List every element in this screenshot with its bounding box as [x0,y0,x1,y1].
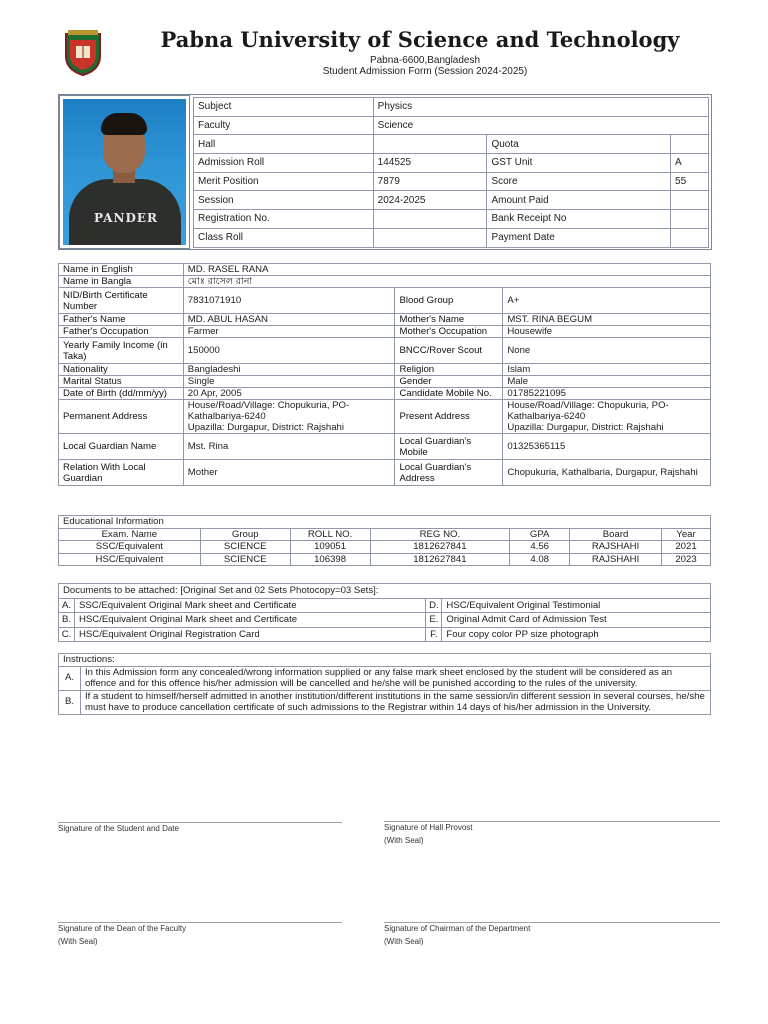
instruction-text: In this Admission form any concealed/wrong information supplied or any false mark sheet enclosed by the student will be considered as an offence and for this offence his/her admission will be cancelled and he/she will be punished according to the rules of the university. [80,666,710,690]
faculty-value: Science [373,116,708,135]
mother-occupation-label: Mother's Occupation [395,326,503,338]
documents-title: Documents to be attached: [Original Set and 02 Sets Photocopy=03 Sets]: [59,584,711,599]
merit-value: 7879 [373,172,487,191]
permanent-address-label: Permanent Address [59,400,184,434]
amount-value [671,191,709,210]
permanent-address-value [183,400,395,434]
instructions-table [58,653,711,715]
personal-info-table [58,263,711,486]
blood-label: Blood Group [395,288,503,314]
admission-roll-label: Admission Roll [194,154,374,173]
column-header: Group [200,528,290,541]
income-value: 150000 [183,338,395,364]
summary-table [193,97,709,248]
table-cell: 1812627841 [370,541,510,554]
present-address-value [503,400,711,434]
table-cell: SCIENCE [200,553,290,566]
instruction-key: A. [59,666,81,690]
table-cell: 2023 [662,553,711,566]
hall-value [373,135,487,154]
score-label: Score [487,172,671,191]
quota-value [671,135,709,154]
table-cell: 1812627841 [370,553,510,566]
name-en-label: Name in English [59,264,184,276]
guardian-value: Mst. Rina [183,434,395,460]
table-cell: 4.08 [510,553,570,566]
guardian-label: Local Guardian Name [59,434,184,460]
present-address-label: Present Address [395,400,503,434]
score-value: 55 [671,172,709,191]
list-item [59,627,711,642]
registration-value [373,210,487,229]
document-key: E. [426,613,442,628]
mother-label: Mother's Name [395,314,503,326]
column-header: GPA [510,528,570,541]
education-title: Educational Information [59,516,711,529]
document-text: SSC/Equivalent Original Mark sheet and Certificate [74,598,425,613]
instruction-text: If a student to himself/herself admitted in another institution/different institutions in the same session/in different session in several courses, he/she must have to produce cancellation certificate of such admissions to the Registrar within 14 days of his/her admission in the University. [80,690,710,714]
mother-occupation-value: Housewife [503,326,711,338]
list-item [59,690,711,714]
university-address: Pabna-6600,Bangladesh [369,55,481,66]
document-text: HSC/Equivalent Original Testimonial [442,598,711,613]
relation-label: Relation With Local Guardian [59,460,184,486]
table-cell: HSC/Equivalent [59,553,201,566]
document-key: B. [59,613,75,628]
class-roll-label: Class Roll [194,228,374,247]
father-occupation-value: Farmer [183,326,395,338]
gender-label: Gender [395,376,503,388]
table-cell: SSC/Equivalent [59,541,201,554]
gst-unit-label: GST Unit [487,154,671,173]
dob-label: Date of Birth (dd/mm/yy) [59,388,184,400]
faculty-label: Faculty [194,116,374,135]
document-key: C. [59,627,75,642]
present-address-line-2: Upazilla: Durgapur, District: Rajshahi [507,422,664,433]
list-item [59,598,711,613]
relation-value: Mother [183,460,395,486]
student-signature-label: Signature of the Student and Date [58,824,179,833]
subject-value: Physics [373,98,708,117]
marital-label: Marital Status [59,376,184,388]
bank-receipt-value [671,210,709,229]
student-photo [59,95,190,249]
registration-label: Registration No. [194,210,374,229]
university-logo-icon [62,30,104,76]
merit-label: Merit Position [194,172,374,191]
permanent-address-line-2: Upazilla: Durgapur, District: Rajshahi [187,422,345,433]
gender-value: Male [503,376,711,388]
education-header-row [59,528,711,541]
chairman-signature-label: Signature of Chairman of the Department [384,924,531,933]
document-key: D. [426,598,442,613]
column-header: Year [662,528,711,541]
nationality-value: Bangladeshi [183,364,395,376]
nationality-label: Nationality [59,364,184,376]
table-cell: 109051 [290,541,370,554]
dean-seal-label: (With Seal) [58,937,98,946]
name-bn-value: মোঃ রাসেল রানা [183,276,710,288]
document-text: HSC/Equivalent Original Registration Card [74,627,425,642]
provost-seal-label: (With Seal) [384,836,424,845]
marital-value: Single [183,376,395,388]
income-label: Yearly Family Income (in Taka) [59,338,184,364]
dean-signature-label: Signature of the Dean of the Faculty [58,924,187,933]
religion-label: Religion [395,364,503,376]
quota-label: Quota [487,135,671,154]
bncc-label: BNCC/Rover Scout [395,338,503,364]
father-occupation-label: Father's Occupation [59,326,184,338]
document-key: A. [59,598,75,613]
list-item [59,666,711,690]
blood-value: A+ [503,288,711,314]
table-cell: RAJSHAHI [570,541,662,554]
guardian-mobile-label: Local Guardian's Mobile [395,434,503,460]
provost-signature-label: Signature of Hall Provost [384,823,473,832]
chairman-seal-label: (With Seal) [384,937,424,946]
documents-table [58,583,711,642]
table-row [59,541,711,554]
instruction-key: B. [59,690,81,714]
father-label: Father's Name [59,314,184,326]
list-item [59,613,711,628]
document-text: Four copy color PP size photograph [442,627,711,642]
payment-date-label: Payment Date [487,228,671,247]
bank-receipt-label: Bank Receipt No [487,210,671,229]
present-address-line-1: House/Road/Village: Chopukuria, PO-Kathalbariya-6240 [507,400,669,422]
column-header: Board [570,528,662,541]
table-cell: SCIENCE [200,541,290,554]
session-label: Session [194,191,374,210]
mobile-value: 01785221095 [503,388,711,400]
table-cell: 2021 [662,541,711,554]
guardian-mobile-value: 01325365115 [503,434,711,460]
name-en-value: MD. RASEL RANA [183,264,710,276]
document-key: F. [426,627,442,642]
table-cell: 106398 [290,553,370,566]
guardian-address-label: Local Guardian's Address [395,460,503,486]
hall-label: Hall [194,135,374,154]
admission-roll-value: 144525 [373,154,487,173]
payment-date-value [671,228,709,247]
name-bn-label: Name in Bangla [59,276,184,288]
class-roll-value [373,228,487,247]
dob-value: 20 Apr, 2005 [183,388,395,400]
guardian-address-value: Chopukuria, Kathalbaria, Durgapur, Rajshahi [503,460,711,486]
subject-label: Subject [194,98,374,117]
religion-value: Islam [503,364,711,376]
column-header: Exam. Name [59,528,201,541]
education-table [58,515,711,566]
shirt-text: PANDER [94,211,158,225]
column-header: REG NO. [370,528,510,541]
table-cell: 4.56 [510,541,570,554]
amount-label: Amount Paid [487,191,671,210]
column-header: ROLL NO. [290,528,370,541]
session-value: 2024-2025 [373,191,487,210]
university-title: Pabna University of Science and Technology [160,27,680,52]
table-cell: RAJSHAHI [570,553,662,566]
table-row [59,553,711,566]
nid-label: NID/Birth Certificate Number [59,288,184,314]
gst-unit-value: A [671,154,709,173]
bncc-value: None [503,338,711,364]
permanent-address-line-1: House/Road/Village: Chopukuria, PO-Kathalbariya-6240 [187,400,350,422]
nid-value: 7831071910 [183,288,395,314]
document-text: HSC/Equivalent Original Mark sheet and Certificate [74,613,425,628]
document-text: Original Admit Card of Admission Test [442,613,711,628]
mobile-label: Candidate Mobile No. [395,388,503,400]
mother-value: MST. RINA BEGUM [503,314,711,326]
father-value: MD. ABUL HASAN [183,314,395,326]
form-title: Student Admission Form (Session 2024-2025) [322,66,528,77]
instructions-title: Instructions: [59,654,711,667]
